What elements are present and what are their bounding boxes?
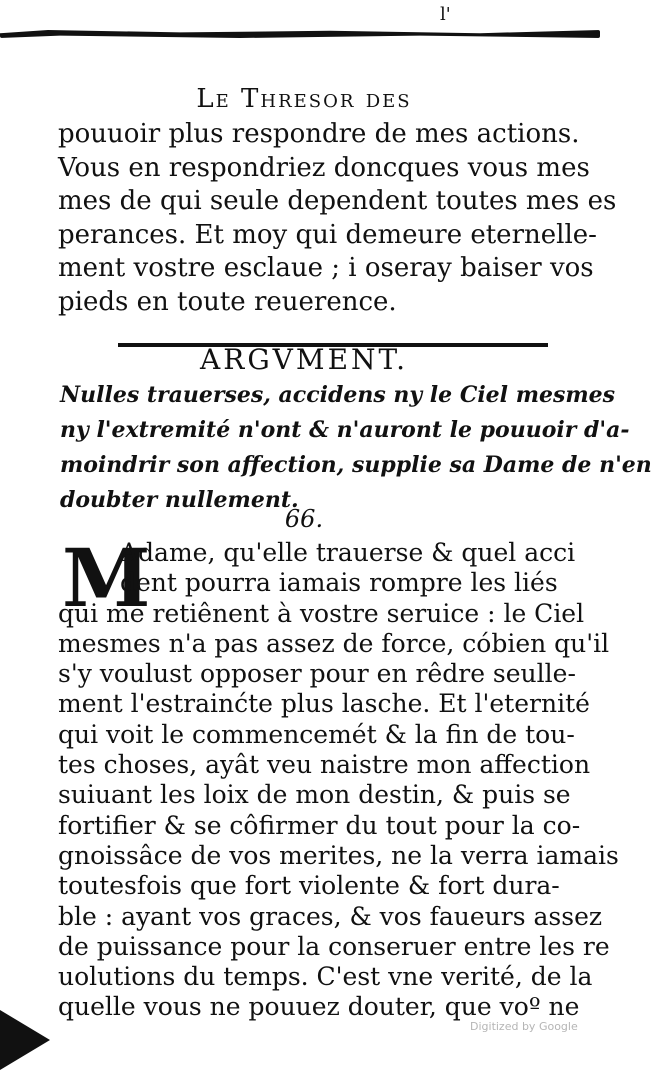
text-line: ment vostre esclaue ; i oseray baiser vos <box>58 253 594 283</box>
digitization-watermark: Digitized by Google <box>470 1020 578 1033</box>
text-line: mes de qui seule dependent toutes mes es <box>58 186 617 216</box>
body-line: ment l'estrainćte plus lasche. Et l'eternité <box>58 689 590 719</box>
argument-line: doubter nullement. <box>60 487 299 513</box>
running-head: Le Thresor des <box>196 84 412 114</box>
body-line: uolutions du temps. C'est vne verité, de la <box>58 962 593 992</box>
argument-title: ARGVMENT. <box>200 343 408 376</box>
body-line: quelle vous ne pouuez douter, que voº ne <box>58 992 580 1022</box>
body-line: qui me retiênent à vostre seruice : le Ciel <box>58 598 585 628</box>
body-line: s'y voulust opposer pour en rêdre seulle- <box>58 659 576 689</box>
text-line: Vous en respondriez doncques vous mes <box>58 152 590 183</box>
text-line: perances. Et moy qui demeure eternelle- <box>58 219 597 250</box>
body-line: qui voit le commencemét & la fin de tou- <box>58 719 575 749</box>
body-line: ble : ayant vos graces, & vos faueurs assez <box>58 901 603 931</box>
argument-text <box>60 378 652 518</box>
drop-cap-initial: M <box>62 531 151 625</box>
body-line: fortifier & se côfirmer du tout pour la co- <box>58 810 581 840</box>
letter-number: 66. <box>284 505 324 533</box>
scan-artifact <box>0 1010 50 1070</box>
text-line: pieds en toute reuerence. <box>58 286 397 317</box>
body-line: tes choses, ayât veu naistre mon affection <box>58 750 591 780</box>
body-line: toutesfois que fort violente & fort dura- <box>58 871 560 901</box>
text-line: pouuoir plus respondre de mes actions. <box>58 119 580 149</box>
top-border-rule <box>0 30 600 38</box>
argument-line: ny l'extremité n'ont & n'auront le pouuoir d'a- <box>60 417 630 443</box>
argument-line: Nulles trauerses, accidens ny le Ciel mesmes <box>60 382 616 408</box>
continued-text-block <box>58 118 617 319</box>
argument-line: moindrir son affection, supplie sa Dame de n'en <box>60 452 652 478</box>
body-line: Adame, qu'elle trauerse & quel acci <box>120 538 576 567</box>
letter-body <box>58 531 619 1023</box>
body-line: mesmes n'a pas assez de force, cóbien qu'il <box>58 628 610 658</box>
body-line: de puissance pour la conseruer entre les re <box>58 931 610 961</box>
body-line: suiuant les loix de mon destin, & puis se <box>58 780 571 810</box>
page-corner-mark: l' <box>440 4 451 25</box>
body-line: dent pourra iamais rompre les liés <box>120 568 558 598</box>
body-line: gnoissâce de vos merites, ne la verra iamais <box>58 840 619 870</box>
